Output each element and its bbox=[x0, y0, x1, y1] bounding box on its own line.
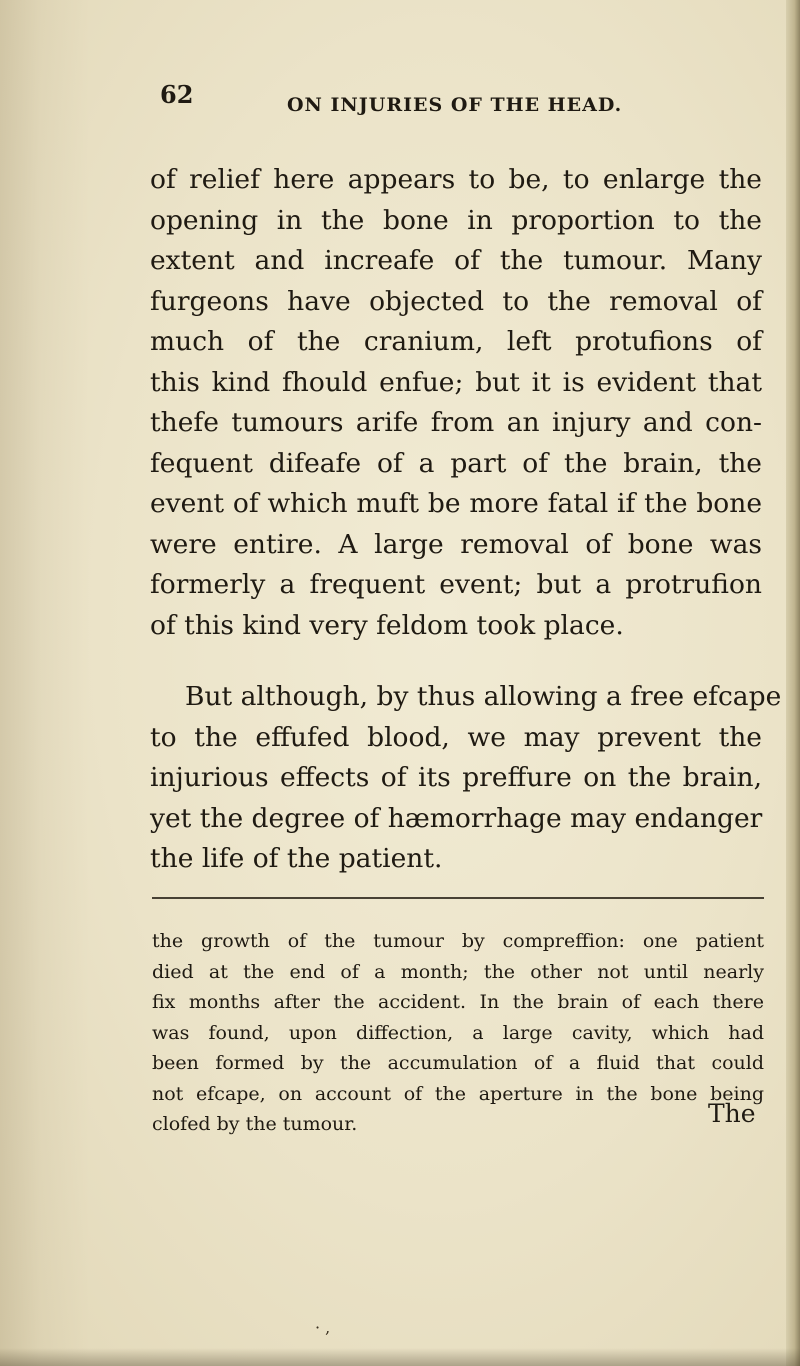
text-line: the life of the patient. bbox=[150, 843, 443, 874]
text-line: of this kind very feldom took place. bbox=[150, 609, 624, 641]
footnote-line: died at the end of a month; the other not until nearly bbox=[152, 960, 764, 983]
text-line: yet the degree of hæmorrhage may endanger bbox=[150, 802, 763, 834]
page-number: 62 bbox=[160, 80, 194, 109]
footnote-line: fix months after the accident. In the brain of each there bbox=[152, 991, 764, 1013]
text-line: to the effufed blood, we may prevent the bbox=[150, 721, 762, 753]
text-line: furgeons have objected to the removal of bbox=[150, 285, 762, 317]
text-line: thefe tumours arife from an injury and con- bbox=[150, 407, 762, 438]
main-text bbox=[150, 160, 782, 880]
footnote bbox=[152, 926, 764, 1140]
running-head: ON INJURIES OF THE HEAD. bbox=[287, 94, 623, 116]
text-line: were entire. A large removal of bone was bbox=[150, 528, 762, 560]
paragraph-gap bbox=[150, 646, 762, 677]
paragraph-2 bbox=[150, 677, 782, 880]
catchword: The bbox=[708, 1099, 756, 1128]
footnote-line: clofed by the tumour. bbox=[152, 1113, 358, 1135]
page-edge bbox=[786, 0, 800, 1366]
footnote-line: was found, upon diffection, a large cavity, which had bbox=[152, 1021, 764, 1044]
text-line: extent and increafe of the tumour. Many bbox=[150, 245, 762, 276]
text-line: formerly a frequent event; but a protrufion bbox=[150, 569, 762, 600]
text-line: this kind fhould enfue; but it is evident that bbox=[150, 366, 762, 398]
text-line: event of which muft be more fatal if the bone bbox=[150, 488, 762, 519]
text-line: of relief here appears to be, to enlarge the bbox=[150, 164, 762, 195]
text-line: fequent difeafe of a part of the brain, the bbox=[150, 447, 762, 479]
text-line: But although, by thus allowing a free efcape bbox=[185, 681, 782, 712]
footnote-line: not efcape, on account of the aperture in the bone being bbox=[152, 1082, 764, 1105]
page-header bbox=[160, 82, 720, 122]
page-bottom-shadow bbox=[0, 1348, 800, 1366]
text-line: injurious effects of its preffure on the brain, bbox=[150, 762, 762, 793]
paragraph-1 bbox=[150, 160, 762, 646]
printer-mark: · , bbox=[315, 1318, 331, 1337]
footnote-line: the growth of the tumour by compreffion: one patient bbox=[152, 930, 764, 952]
footnote-line: been formed by the accumulation of a fluid that could bbox=[152, 1052, 764, 1074]
text-line: much of the cranium, left protufions of bbox=[150, 326, 762, 357]
text-line: opening in the bone in proportion to the bbox=[150, 204, 762, 236]
footnote-rule bbox=[152, 897, 764, 899]
